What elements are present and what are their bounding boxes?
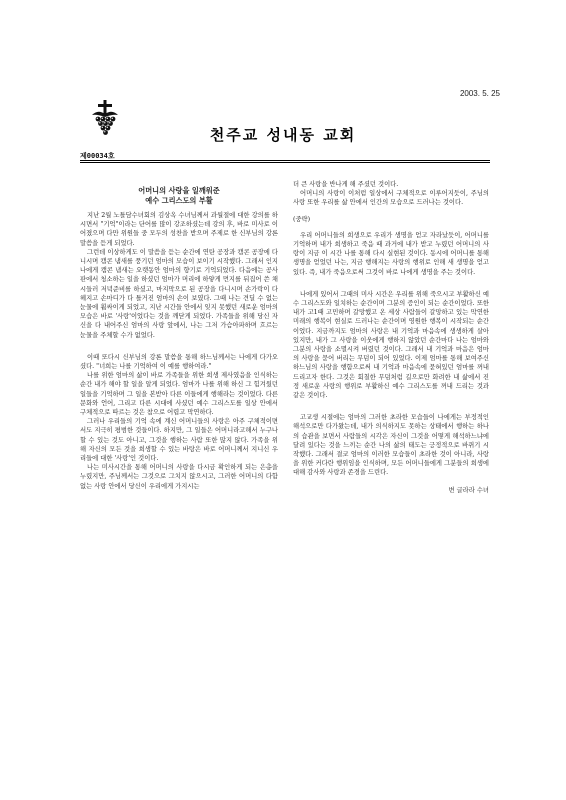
- article-title-line: 어머니의 사랑을 일깨워준: [138, 186, 220, 195]
- paragraph: 더 큰 사랑을 반나게 해 주셨던 것이다.: [293, 181, 399, 188]
- paragraph: 이때 또다시 신부님의 강론 말씀을 통해 하느님께서는 나에게 다가오셨다. "너희는 나를 기억하여 이 예를 행하여라.": [80, 353, 278, 371]
- left-column: [80, 180, 278, 491]
- paragraph: 그런데 이상하게도 이 말씀을 듣는 순간에 연탄 공장과 캠콘 공장에 다니시며 캠콘 냄새를 풍기던 엄마의 모습이 보이기 시작했다. 그래서 인지 나에게 캠콘 냄새는 오랫동안 엄마의 향기로 기억되었다. 다음에는 공사판에서 청소하는 일을 하셨던 엄마가 머리에 하얗게 먼지를 뒤집어 쓴 채 시들러 저녁준비를 하셨고, 마지막으로 된 공장을 다니시며 손가락이 다 헤지고 손마디가 다 틀거진 엄마의 손이 보였다. 그때 나는 견딜 수 없는 눈물에 휩싸이게 되었고, 지난 시간들 안에서 잊지 못했던 새로운 엄마의 모습은 바로 '사랑'이었다는 것을 깨닫게 되었다. 가족들을 위해 당신 자신을 다 내어주신 엄마의 사랑 앞에서, 나는 그저 가슴아파하며 흐르는 눈물을 주체할 수가 없었다.: [80, 248, 278, 339]
- paragraph: 나는 미사시간을 통해 어머니의 사랑을 다시금 확인하게 되는 은총을 누렸지만, 주님께서는 그것으로 그치지 않으시고, 그러한 어머니의 다함없는 사랑 안에서 당신이 우리에게 가지시는: [80, 464, 278, 490]
- header-rule: [80, 160, 490, 161]
- paragraph: 나에게 있어서 그때의 미사 시간은 우리를 위해 죽으시고 부활하신 예수 그리스도와 일치하는 순간이며 그분의 증인이 되는 순간이었다. 또한 내가 고1때 고민하며 갈망했고 온 세상 사람들이 갈망하고 있는 막연한 미래의 행복이 현실로 드러나는 순간이며 영원한 행복이 시작되는 순간이었다. 지금까지도 엄마의 사랑은 내 기억과 마음속에 생생하게 살아 있지만, 내가 그 사랑을 이웃에게 행하지 않았던 순간마다 나는 엄마와 그분의 사랑을 소멸시켜 버렸던 것이다. 그래서 내 기억과 마음은 엄마의 사랑을 묻어 버리는 무덤이 되어 있었다. 이제 엄마를 통해 보여주신 하느님의 사랑을 행함으로써 내 기억과 마음속에 묻혀있던 엄마를 꺼내 드리고자 한다. 그것은 회칠한 무덤처럼 길으로만 화려한 내 삶에서 진정 새로운 사랑의 행위로 부활하신 예수 그리스도를 꺼내 드리는 것과 같은 것이다.: [293, 290, 489, 400]
- paragraph: 그러나 우리들의 기억 속에 계신 어머니들의 사랑은 아주 구체적이면서도 지극히 평범한 것들이다. 하지만, 그 일들은 어머니라고해서 누구나 할 수 있는 것도 아니고, 그것을 행하는 사람 또한 많지 않다. 가족을 위해 자신의 모든 것을 희생할 수 있는 바탕은 바로 어머니께서 지니신 우리들에 대한 '사랑'인 것이다.: [80, 418, 278, 463]
- author-signature: 변 글라라 수녀: [448, 486, 489, 494]
- paragraph: 고교생 시절에는 엄마의 그러한 초라한 모습들이 나에게는 부정적인 해석으로만 다가왔는데, 내가 의식하지도 못하는 상태에서 행하는 하나의 습관을 보면서 사람들의 시각은 자신이 그것을 어떻게 해석하느냐에 달려 있다는 것을 느끼는 순간 나의 삶의 태도는 긍정적으로 바뀌기 시작했다. 그래서 결코 엄마의 이러한 모습들이 초라한 것이 아니라, 사랑을 위한 커다란 행위임을 인식하며, 모든 어머니들에게 그분들의 희생에 대해 감사와 사랑과 존경을 드린다.: [293, 414, 489, 477]
- paragraph: 지난 2월 노틀담수녀회의 김상옥 수녀님께서 과월절에 대한 강의를 하시면서 "기억"이라는 단어를 많이 강조하셨는데 강의 후, 바로 미사로 이어졌으며 다만 위원들 중 모두의 성찬을 받으며 주제로 한 신부님의 강론 말씀을 듣게 되었다.: [80, 212, 278, 247]
- article-title-line: 예수 그리스도의 부활: [145, 196, 213, 205]
- church-name: 천주교 성내동 교회: [209, 126, 357, 144]
- paragraph: 어머니의 사랑이 이처럼 일상에서 구체적으로 이루어지듯이, 주님의 사랑 또한 우리를 삶 안에서 인간의 모습으로 드러나는 것이다.: [293, 190, 489, 207]
- header-rule: [80, 162, 490, 163]
- article-title: [80, 186, 278, 206]
- paragraph: 우리 어머니들의 희생으로 우리가 생명을 얻고 자라났듯이, 어머니를 기억하며 내가 희생하고 죽음 때 과거에 내가 받고 누렸던 어머니의 사랑이 지금 이 시간 나를 통해 다시 실현된 것이다. 동시에 어머니를 통해 생명을 얻었던 나는, 지금 행해지는 사랑의 행위로 인해 새 생명을 얻고 있다. 즉, 내가 죽음으로써 그것이 바로 나에게 생명을 주는 것이다.: [293, 231, 489, 276]
- right-column: [293, 180, 489, 495]
- issue-date: 2003. 5. 25: [459, 89, 500, 98]
- omission-note: (중략): [293, 215, 311, 223]
- paragraph: 나를 위한 엄마의 삶이 바로 가족들을 위한 희생 제사였음을 인식하는 순간 내가 해야 할 일을 알게 되었다. 엄마가 나를 위해 하신 그 힘겨웠던 일들을 기억하며 그 일을 본받아 다른 이들에게 행해라는 것이었다. 다른 문화와 언어, 그리고 다른 시대에 사셨던 예수 그리스도를 일상 안에서 구체적으로 따르는 것은 참으로 어렵고 막연하다.: [80, 372, 278, 417]
- issue-number: 제00034호: [80, 152, 115, 160]
